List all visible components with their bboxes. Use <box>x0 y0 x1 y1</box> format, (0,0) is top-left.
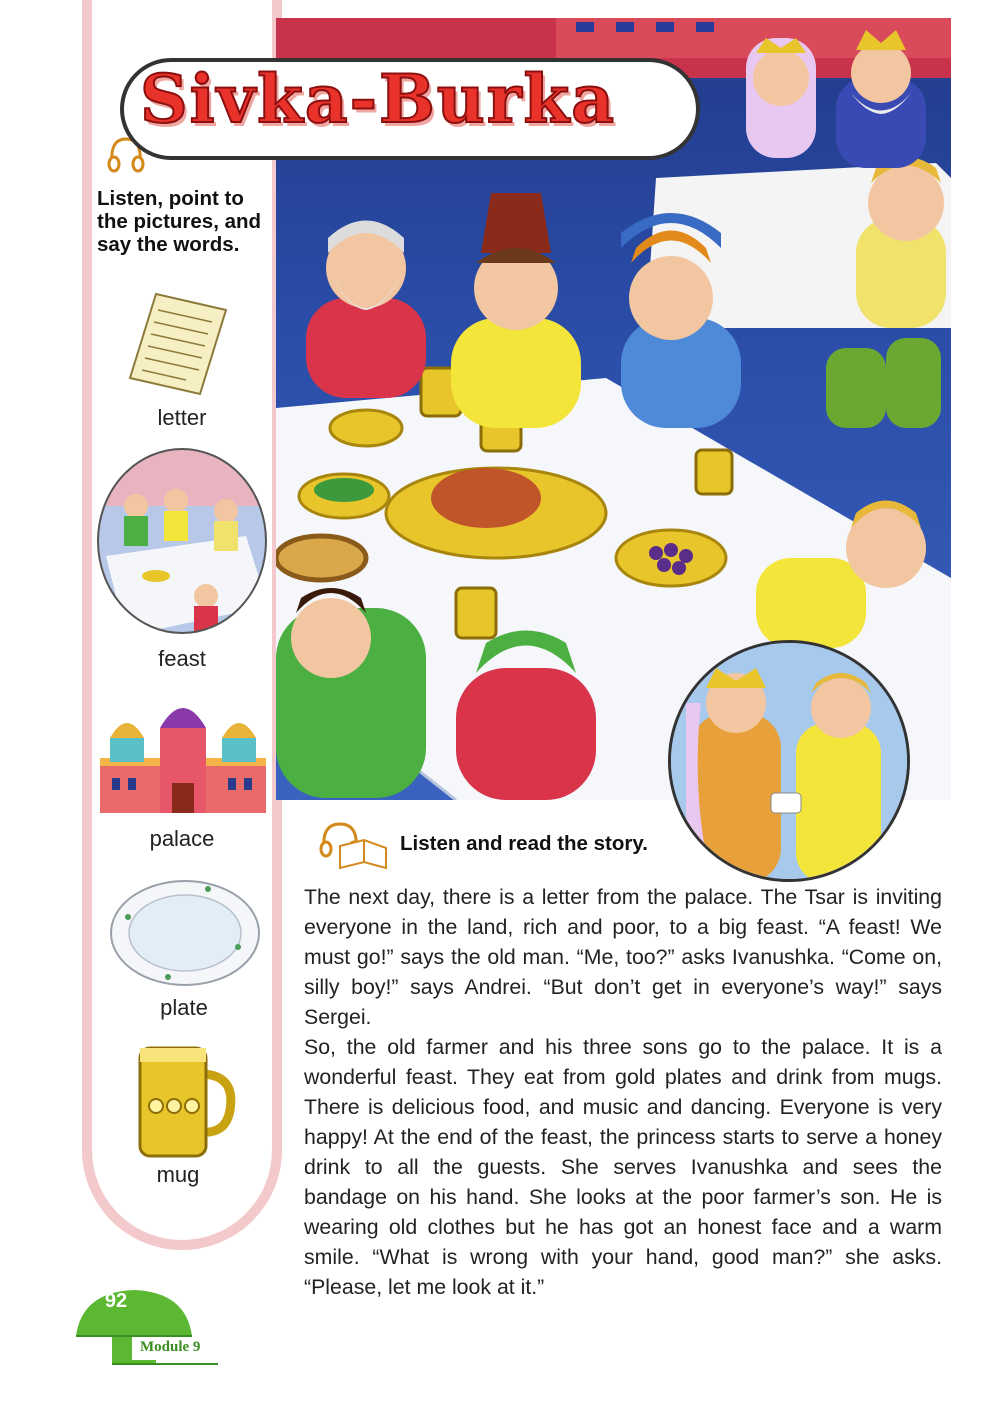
vocabulary-instruction: Listen, point to the pictures, and say the words. <box>97 187 262 256</box>
vocab-label-feast: feast <box>158 646 206 671</box>
letter-scroll-icon <box>126 290 230 398</box>
palace-picture <box>100 688 266 813</box>
page-number: 92 <box>104 1290 128 1312</box>
headphones-book-icon <box>316 818 390 870</box>
feast-picture <box>96 446 268 636</box>
vocab-label-mug: mug <box>156 1162 200 1187</box>
vocab-label-letter: letter <box>157 405 207 430</box>
module-label: Module 9 <box>140 1339 201 1355</box>
plate-picture <box>108 877 262 989</box>
story-text <box>304 882 942 1302</box>
princess-inset-picture <box>668 640 910 882</box>
story-paragraph: So, the old farmer and his three sons go to the palace. It is a wonderful feast. They eat from gold plates and drink from mugs. There is delicious food, and music and dancing. Everyone is very happy! At the end of the feast, the princess starts to serve a honey drink to all the guests. She serves Ivanushka and sees the bandage on his hand. She looks at the poor farmer’s son. He is wearing old clothes but he has got an honest face and a warm smile. “What is wrong with your hand, good man?” she asks. “Please, let me look at it.” <box>304 1035 942 1299</box>
vocab-label-palace: palace <box>149 826 215 851</box>
page-number-badge <box>72 1288 222 1368</box>
page-title: Sivka-Burka <box>140 60 617 138</box>
story-paragraph: The next day, there is a letter from the palace. The Tsar is inviting everyone in the land, rich and poor, to a big feast. “A feast! We must go!” says the old man. “Me, too?” asks Ivanushka. “Come on, silly boy!” says Andrei. “But don’t get in everyone’s way!” says Sergei. <box>304 885 942 1029</box>
mug-picture <box>130 1044 240 1160</box>
vocab-label-plate: plate <box>160 995 208 1020</box>
story-instruction: Listen and read the story. <box>400 832 648 855</box>
